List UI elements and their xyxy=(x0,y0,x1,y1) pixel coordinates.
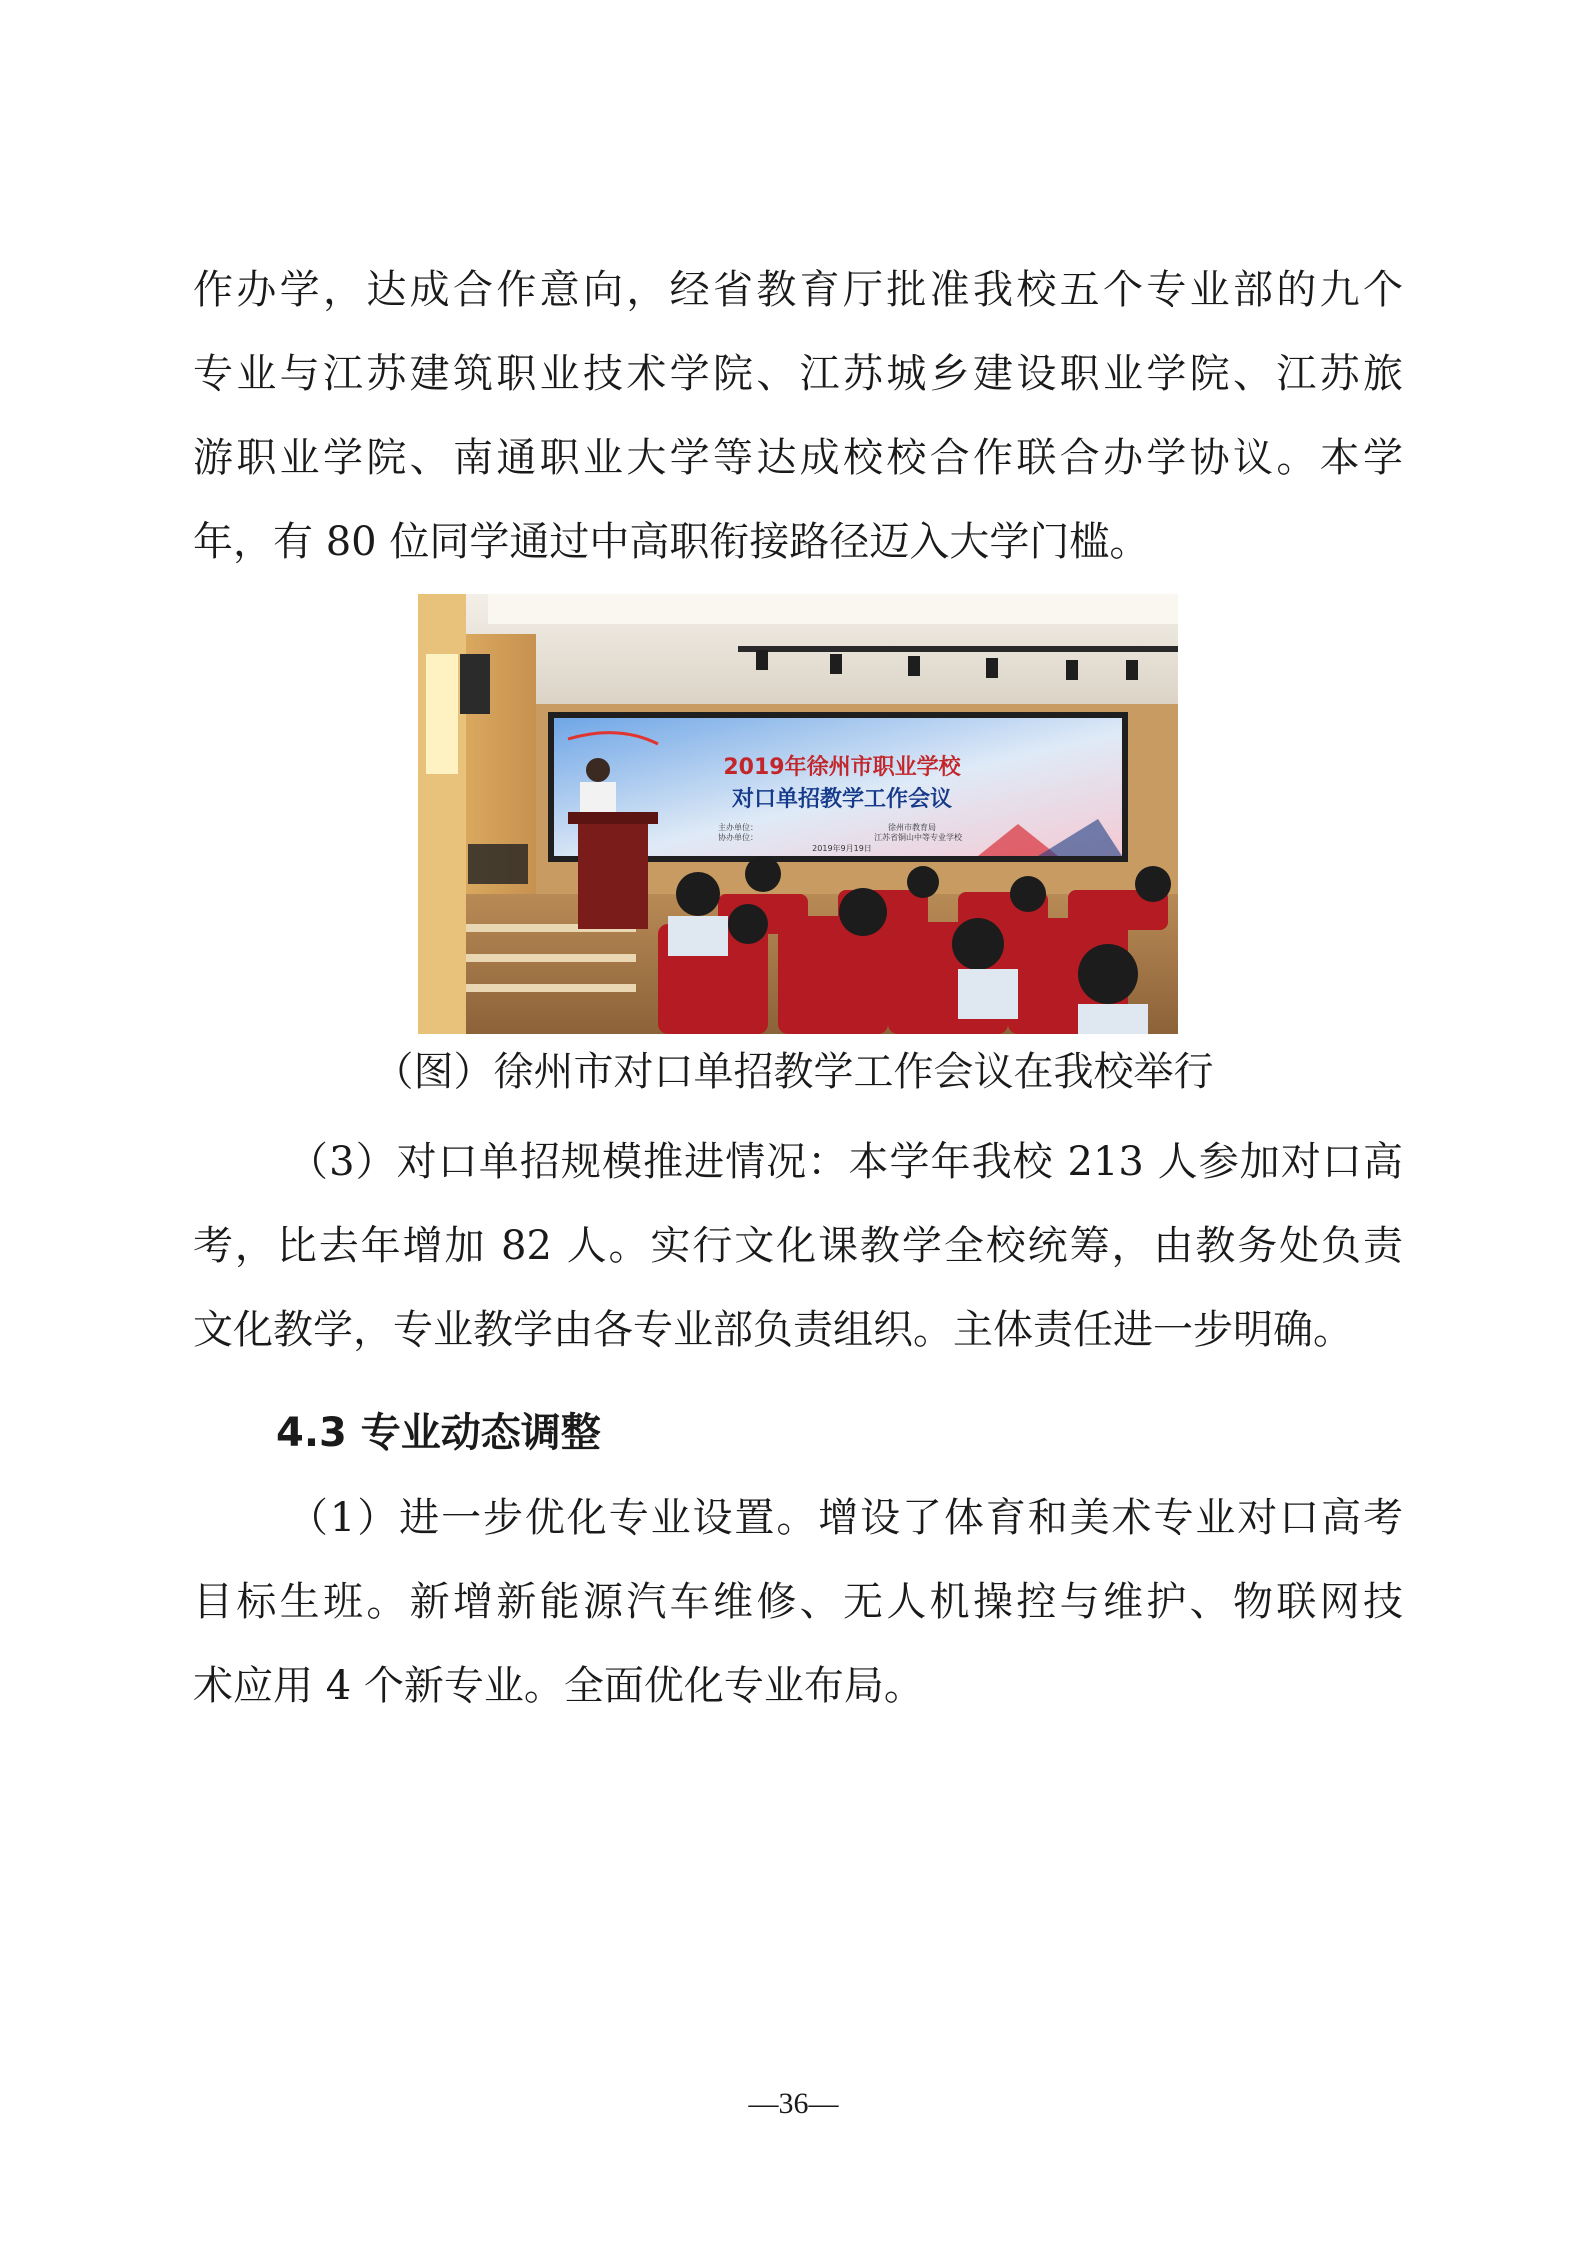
section-heading xyxy=(276,1405,601,1461)
text-line: 作办学，达成合作意向，经省教育厅批准我校五个专业部的九个 xyxy=(193,267,1403,313)
photo-caption: （图）徐州市对口单招教学工作会议在我校举行 xyxy=(373,1049,1214,1095)
banner-organizer: 徐州市教育局 xyxy=(888,823,936,832)
page-number: —36— xyxy=(748,2087,839,2120)
banner-subtitle: 对口单招教学工作会议 xyxy=(731,787,953,812)
text-line: 专业与江苏建筑职业技术学院、江苏城乡建设职业学院、江苏旅 xyxy=(193,351,1403,397)
meeting-photo xyxy=(418,594,1178,1034)
section-title: 专业动态调整 xyxy=(360,1410,601,1456)
text-line: 目标生班。新增新能源汽车维修、无人机操控与维护、物联网技 xyxy=(193,1579,1403,1625)
text-line: 年，有 80 位同学通过中高职衔接路径迈入大学门槛。 xyxy=(193,519,1150,565)
banner-coorganizer: 江苏省铜山中等专业学校 xyxy=(874,833,962,842)
text-line: 考，比去年增加 82 人。实行文化课教学全校统筹，由教务处负责 xyxy=(193,1223,1403,1269)
text-line: （3）对口单招规模推进情况：本学年我校 213 人参加对口高 xyxy=(288,1139,1403,1185)
banner-title: 2019年徐州市职业学校 xyxy=(723,755,961,780)
section-number: 4.3 xyxy=(276,1410,347,1456)
banner-organizer-label: 主办单位： xyxy=(718,823,758,832)
text-line: 文化教学，专业教学由各专业部负责组织。主体责任进一步明确。 xyxy=(193,1307,1353,1353)
text-line: （1）进一步优化专业设置。增设了体育和美术专业对口高考 xyxy=(288,1495,1403,1541)
text-line: 术应用 4 个新专业。全面优化专业布局。 xyxy=(193,1663,924,1709)
banner-coorganizer-label: 协办单位： xyxy=(718,833,758,842)
text-line: 游职业学院、南通职业大学等达成校校合作联合办学协议。本学 xyxy=(193,435,1403,481)
banner-date: 2019年9月19日 xyxy=(812,844,872,853)
